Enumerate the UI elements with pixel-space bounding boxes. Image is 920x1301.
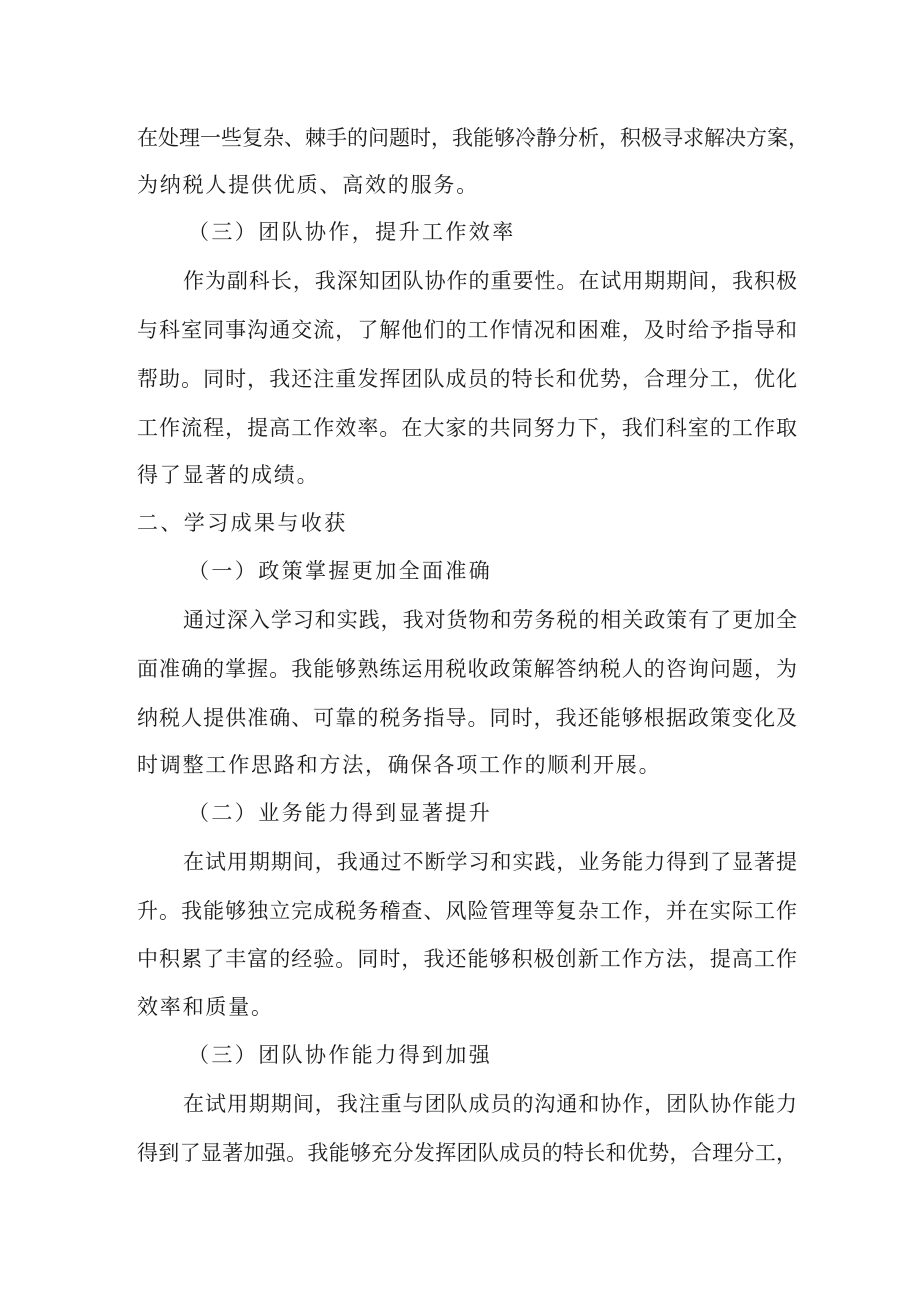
- paragraph-line: 帮助。同时，我还注重发挥团队成员的特长和优势，合理分工，优化: [137, 367, 797, 391]
- paragraph-line: 通过深入学习和实践，我对货物和劳务税的相关政策有了更加全: [183, 608, 797, 632]
- paragraph-line: 在试用期期间，我通过不断学习和实践，业务能力得到了显著提: [183, 850, 797, 874]
- paragraph-line: 在处理一些复杂、棘手的问题时，我能够冷静分析，积极寻求解决方案，: [137, 126, 809, 150]
- paragraph-line: 效率和质量。: [137, 995, 274, 1019]
- section-heading: （三）团队协作能力得到加强: [188, 1043, 493, 1067]
- paragraph-line: 得了显著的成绩。: [137, 463, 320, 487]
- paragraph-line: 作为副科长，我深知团队协作的重要性。在试用期期间，我积极: [183, 269, 797, 293]
- paragraph-line: 时调整工作思路和方法，确保各项工作的顺利开展。: [137, 753, 662, 777]
- paragraph-line: 与科室同事沟通交流，了解他们的工作情况和困难，及时给予指导和: [137, 318, 797, 342]
- paragraph-line: 面准确的掌握。我能够熟练运用税收政策解答纳税人的咨询问题，为: [137, 657, 797, 681]
- paragraph-line: 工作流程，提高工作效率。在大家的共同努力下，我们科室的工作取: [137, 416, 797, 440]
- paragraph-line: 为纳税人提供优质、高效的服务。: [137, 173, 479, 197]
- paragraph-line: 得到了显著加强。我能够充分发挥团队成员的特长和优势，合理分工，: [137, 1141, 797, 1165]
- section-heading: （三）团队协作，提升工作效率: [188, 220, 516, 244]
- section-heading: （二）业务能力得到显著提升: [188, 801, 493, 825]
- paragraph-line: 中积累了丰富的经验。同时，我还能够积极创新工作方法，提高工作: [137, 947, 797, 971]
- paragraph-line: 纳税人提供准确、可靠的税务指导。同时，我还能够根据政策变化及: [137, 706, 797, 730]
- paragraph-line: 升。我能够独立完成税务稽查、风险管理等复杂工作，并在实际工作: [137, 899, 797, 923]
- paragraph-line: 在试用期期间，我注重与团队成员的沟通和协作，团队协作能力: [183, 1092, 797, 1116]
- section-heading: （一）政策掌握更加全面准确: [188, 559, 493, 583]
- chapter-heading: 二、学习成果与收获: [137, 511, 348, 535]
